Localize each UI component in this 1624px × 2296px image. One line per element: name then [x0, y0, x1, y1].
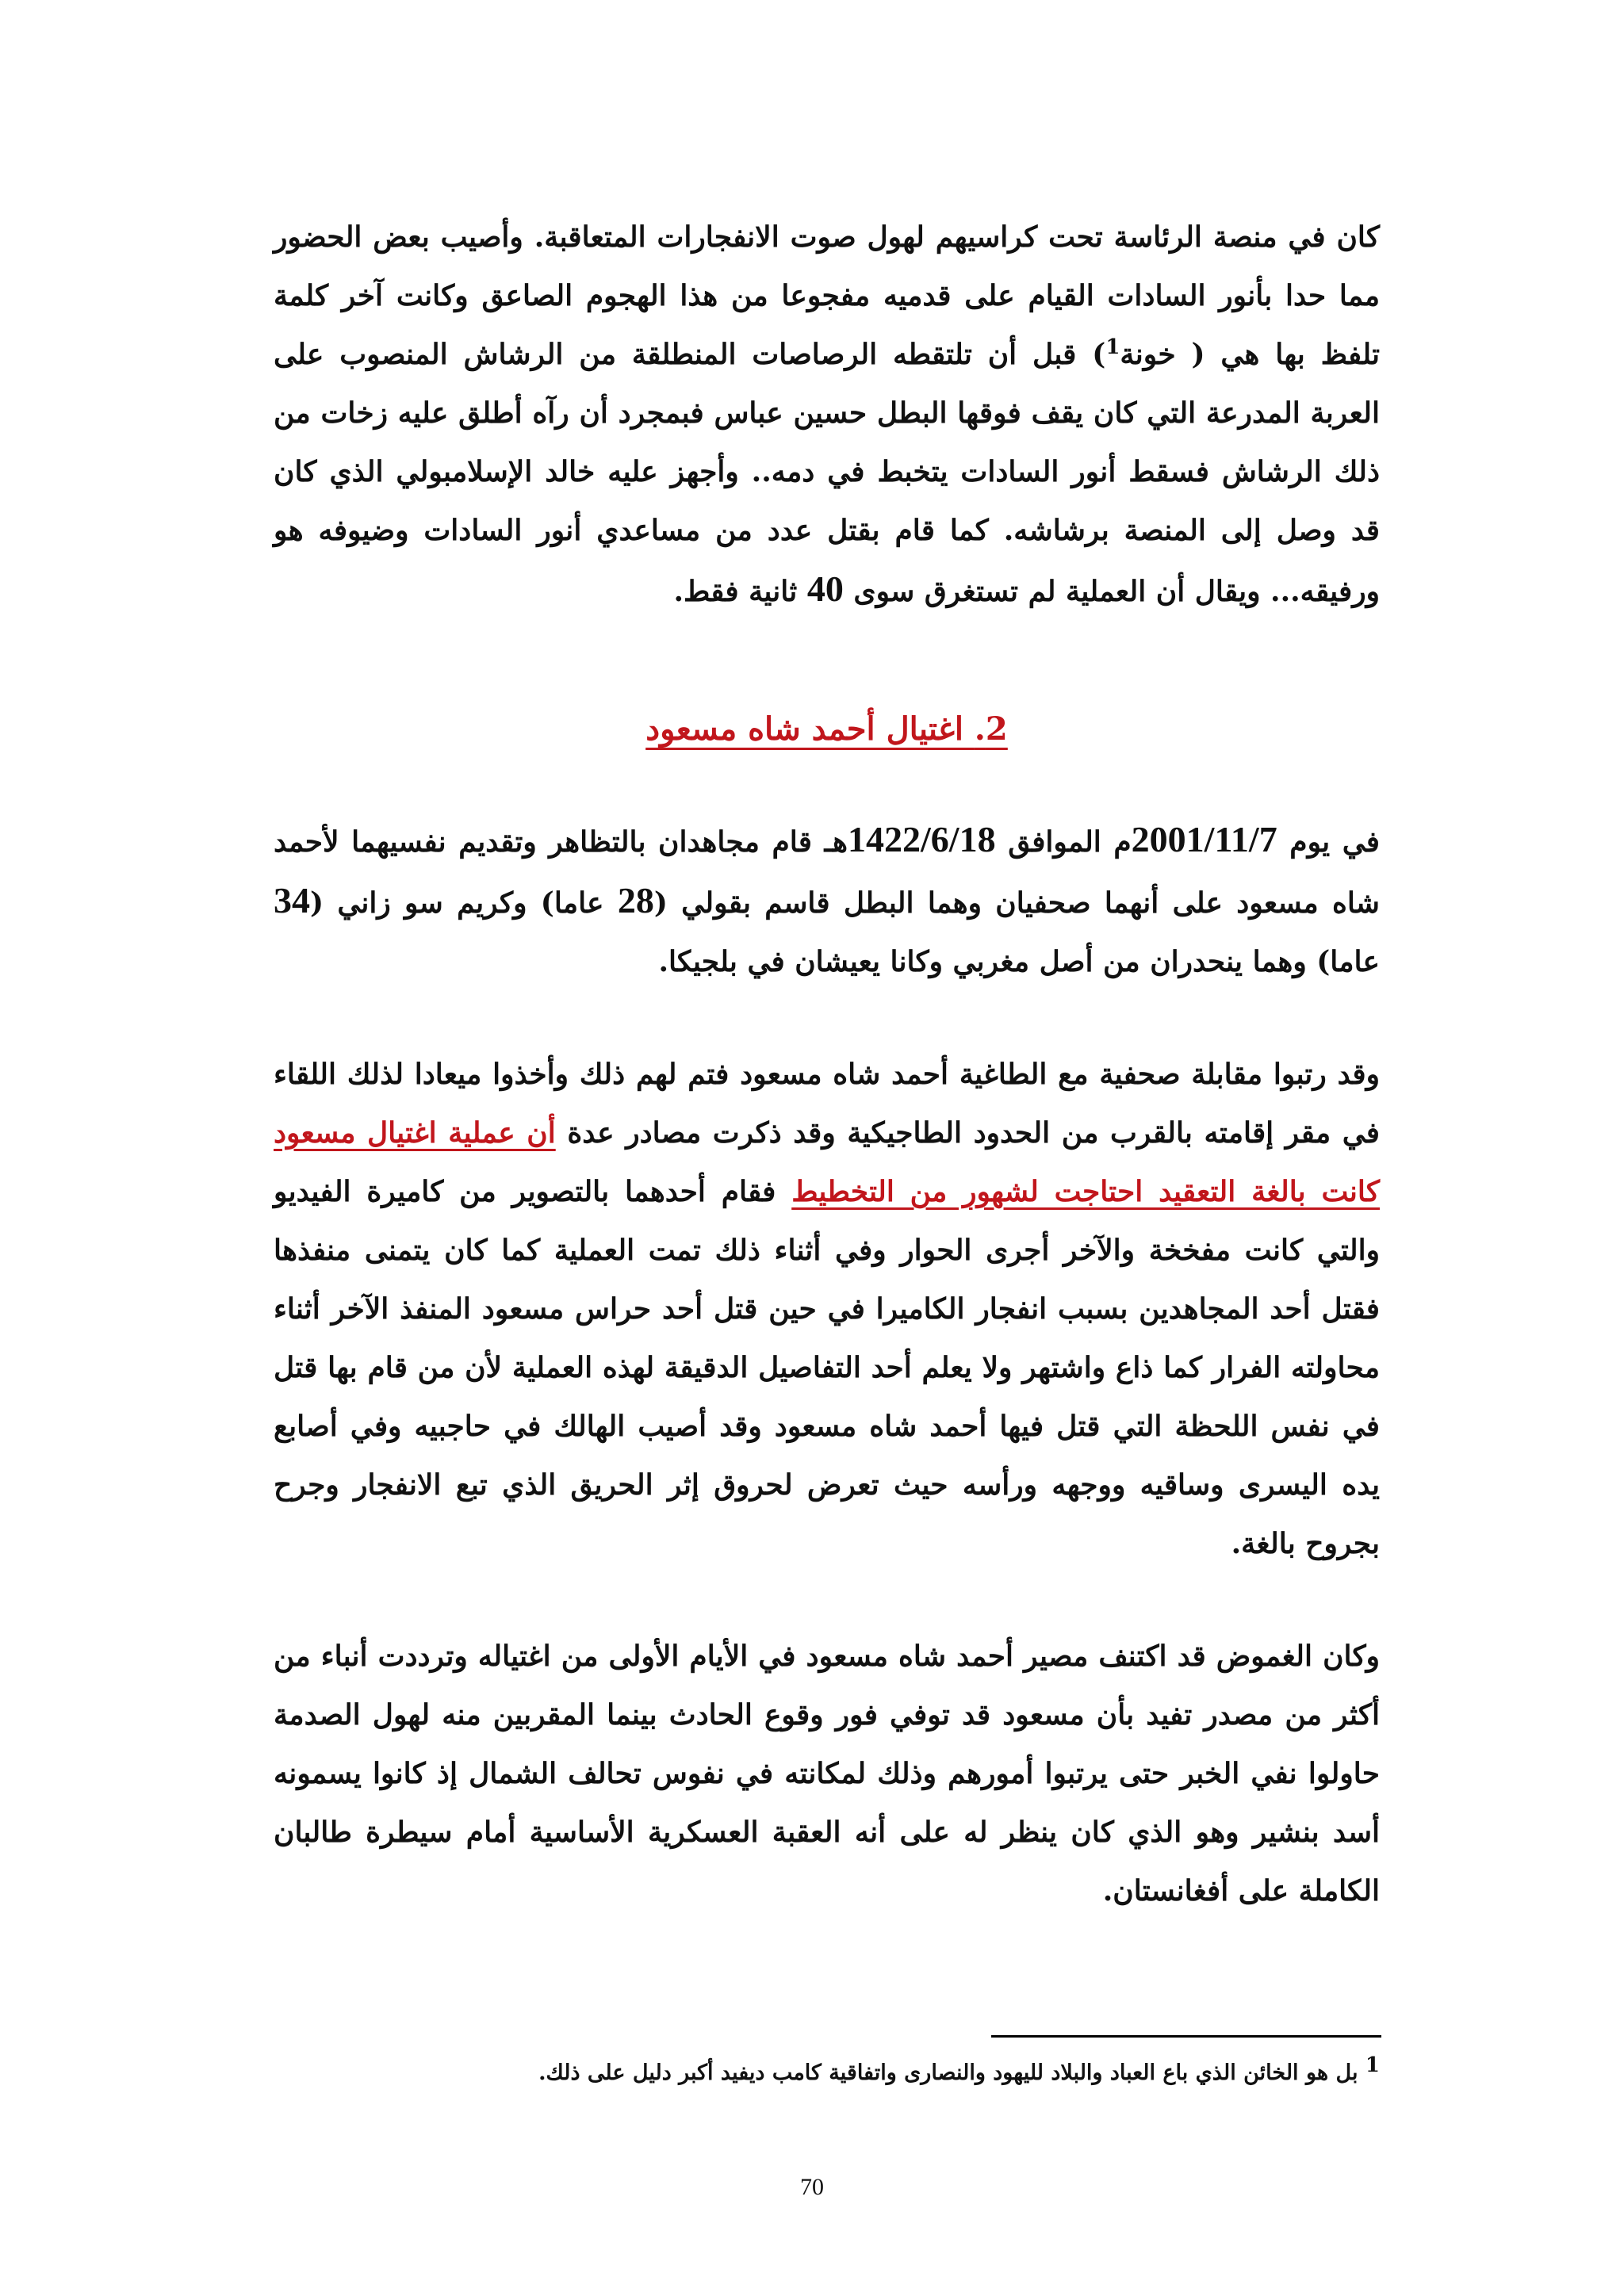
age-second: 34: [274, 880, 310, 920]
paragraph-1-part-a: كان في منصة الرئاسة تحت كراسيهم لهول صوت الانفجارات المتعاقبة. وأصيب بعض الحضور مما حدا بأنور السادات القيام على قدميه مفجوعا من هذا الهجوم الصاعق وكانت آخر كلمة تلفظ بها هي ( خونة: [274, 220, 1381, 371]
paragraph-operation: [274, 1045, 1380, 1573]
paragraph-2-part-d: عاما) وكريم سو زاني (: [310, 886, 604, 920]
seconds-number: 40: [806, 568, 844, 609]
paragraph-2-part-b: م الموافق: [1008, 825, 1132, 859]
hijri-date: 1422/6/18: [848, 819, 996, 859]
footnote-text: بل هو الخائن الذي باع العباد والبلاد لليهود والنصارى واتفاقية كامب ديفيد أكبر دليل على ذلك.: [538, 2061, 1358, 2085]
paragraph-2-part-e: عاما) وهما ينحدران من أصل مغربي وكانا يعيشان في بلجيكا.: [658, 945, 1380, 978]
paragraph-4-text: وكان الغموض قد اكتنف مصير أحمد شاه مسعود في الأيام الأولى من اغتياله وترددت أنباء من أكثر من مصدر تفيد بأن مسعود قد توفي فور وقوع الحادث بينما المقربين منه لهول الصدمة حاولوا نفي الخبر حتى يرتبوا أمورهم وذلك لمكانته في نفوس تحالف الشمال إذ كانوا يسمونه أسد بنشير وهو الذي كان ينظر له على أنه العقبة العسكرية الأساسية أمام سيطرة طالبان الكاملة على أفغانستان.: [274, 1640, 1380, 1908]
page-number: 70: [800, 2174, 824, 2200]
paragraph-2-part-c: هـ قام مجاهدان بالتظاهر وتقديم نفسيهما لأحمد شاه مسعود على أنهما صحفيان وهما البطل قاسم بقولي (: [274, 825, 1380, 920]
paragraph-1-part-c: ثانية فقط.: [673, 575, 798, 608]
paragraph-aftermath: [274, 1627, 1380, 1920]
footnote-reference[interactable]: 1: [1105, 335, 1120, 359]
footnote-divider: [991, 2035, 1381, 2038]
section-heading: [274, 706, 1380, 753]
highlighted-phrase: أن عملية اغتيال مسعود كانت بالغة التعقيد احتاجت لشهور من التخطيط: [274, 1116, 1380, 1208]
paragraph-1-part-b: ) قبل أن تلتقطه الرصاصات المنطلقة من الرشاش المنصوب على العربة المدرعة التي كان يقف فوقها البطل حسين عباس فبمجرد أن رآه أطلق عليه زخات من ذلك الرشاش فسقط أنور السادات يتخبط في دمه.. وأجهز عليه خالد الإسلامبولي الذي كان قد وصل إلى المنصة برشاشه. كما قام بقتل عدد من مساعدي أنور السادات وضيوفه هو ورفيقه... ويقال أن العملية لم تستغرق سوى: [274, 338, 1380, 608]
section-title: اغتيال أحمد شاه مسعود: [645, 710, 963, 748]
paragraph-3-part-a: وقد رتبوا مقابلة صحفية مع الطاغية أحمد شاه مسعود فتم لهم ذلك وأخذوا ميعادا لذلك اللقاء في مقر إقامته بالقرب من الحدود الطاجيكية وقد ذكرت مصادر عدة: [274, 1058, 1380, 1150]
paragraph-2-part-a: في يوم: [1289, 825, 1380, 859]
paragraph-attackers: [274, 810, 1380, 991]
age-first: 28: [617, 880, 654, 920]
footnote-marker: 1: [1365, 2053, 1380, 2077]
paragraph-3-part-b: فقام أحدهما بالتصوير من كاميرة الفيديو والتي كانت مفخخة والآخر أجرى الحوار وفي أثناء ذلك تمت العملية كما كان يتمنى منفذها فقتل أحد المجاهدين بسبب انفجار الكاميرا في حين قتل أحد حراس مسعود المنفذ الآخر أثناء محاولته الفرار كما ذاع واشتهر ولا يعلم أحد التفاصيل الدقيقة لهذه العملية لأن من قام بها قتل في نفس اللحظة التي قتل فيها أحمد شاه مسعود وقد أصيب الهالك في حاجبيه وفي أصابع يده اليسرى وساقيه ووجهه ورأسه حيث تعرض لحروق إثر الحريق الذي تبع الانفجار وجرح بجروح بالغة.: [274, 1175, 1380, 1560]
gregorian-date: 2001/11/7: [1131, 819, 1277, 859]
paragraph-sadat-assassination: [274, 208, 1380, 621]
footnote: [274, 2053, 1380, 2089]
section-number: 2.: [974, 710, 1008, 748]
